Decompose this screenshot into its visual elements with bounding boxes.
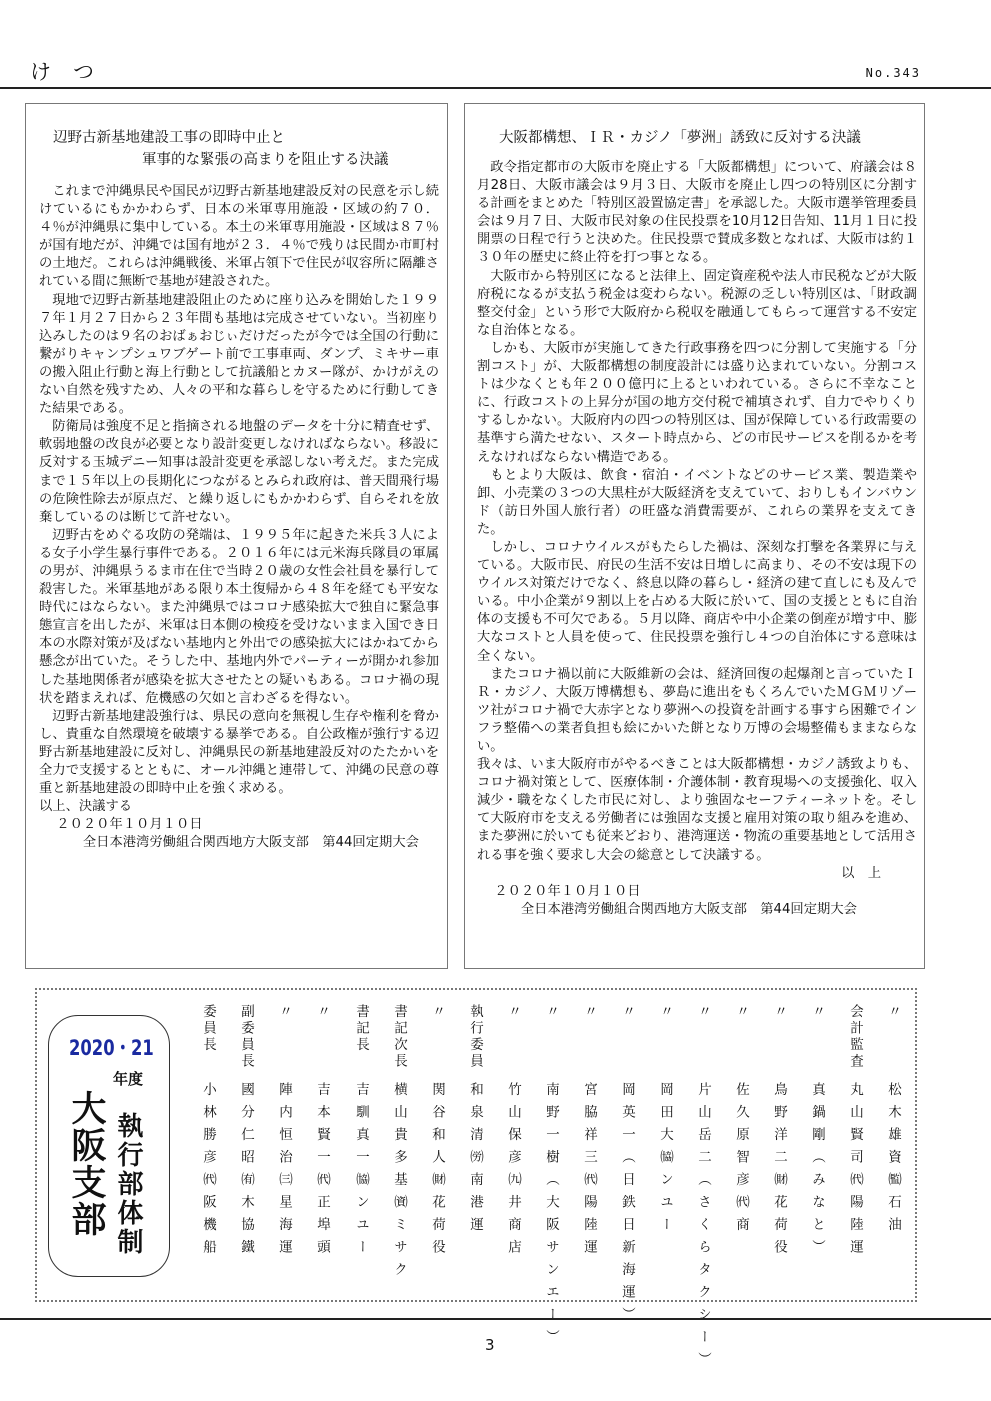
member-name: 吉本賢一㈹正埠頭	[314, 1082, 330, 1262]
henoko-paragraph: 辺野古をめぐる攻防の発端は、１９９５年に起きた米兵３人による女子小学生暴行事件である。２０１６年には元米海兵隊員の軍属の男が、沖縄県うるま市在住で当時２０歳の女性会社員を暴行して殺害した。米軍基地がある限り本土復帰から４８年を経ても平安な時代にはならない。また沖縄県ではコロナ感染拡大で独自に緊急事態宣言を出したが、米軍は日本側の検疫を受けないまま入国でき日本の水際対策が及ばない基地内と外出での感染拡大にはかねてから懸念が出ていた。そうした中、基地内外でパーティーが開かれ参加した基地関係者が感染を拡大させたとの疑いもある。コロナ禍の現状を踏まえれば、危機感の欠如と言わざるを得ない。	[39, 527, 439, 706]
member-role: 副委員長	[238, 1004, 254, 1070]
page-number: 3	[485, 1336, 495, 1354]
newsletter-name: けつ	[30, 60, 116, 84]
member-name: 真鍋剛（みなと）	[809, 1082, 825, 1262]
member-name: 陣内恒治㈢星海運	[276, 1082, 292, 1262]
osaka-paragraph: 我々は、いま大阪府市がやるべきことは大阪都構想・カジノ誘致よりも、コロナ禍対策として、医療体制・介護体制・教育現場への支援強化、収入減少・職をなくした市民に対し、より強固なセーフティーネットを。そして大阪府市を支える労働者には強固な支援と雇用対策の取り組みを進め、また夢洲に於いても従来どおり、港湾運送・物流の重要基地として活用される事を強く要求し大会の総意として決議する。	[477, 757, 917, 863]
osaka-paragraph: またコロナ禍以前に大阪維新の会は、経済回復の起爆剤と言っていたＩＲ・カジノ、大阪万博構想も、夢島に進出をもくろんでいたＭＧＭリゾーツ社がコロナ禍で大赤字となり夢洲への投資を計画する事すら困難でインフラ整備への業者負担も絵にかいた餅となり万博の会場整備もままならない。	[477, 666, 917, 754]
henoko-paragraph: 辺野古新基地建設強行は、県民の意向を無視し生存や権利を脅かし、貴重な自然環境を破壊する暴挙である。自公政権が強行する辺野古新基地建設に反対し、沖縄県民の新基地建設反対のたたかいを全力で支援するとともに、オール沖縄と連帯して、沖縄の民意の尊重と新基地建設の即時中止を強く求める。	[39, 708, 439, 797]
member-name: 片山岳二（さくらタクシー）	[695, 1082, 711, 1375]
henoko-organization: 全日本港湾労働組合関西地方大阪支部 第44回定期大会	[82, 835, 419, 851]
member-name: 佐久原智彦㈹商	[733, 1082, 749, 1240]
member-name: 関谷和人㈶花荷役	[429, 1082, 445, 1262]
member-role: 執行委員	[467, 1004, 483, 1070]
member-role: 〃	[543, 1004, 559, 1021]
member-name: 吉馴真一㈿ンユー	[353, 1082, 369, 1262]
top-rule	[0, 87, 991, 89]
osaka-paragraph: 大阪市から特別区になると法律上、固定資産税や法人市民税などが大阪府税になるが支払う税金は変わらない。税源の乏しい特別区は、「財政調整交付金」という形で大阪府から税収を融通してもらって運営する不安定な自治体となる。	[477, 268, 917, 338]
member-name: 宮脇祥三㈹陽陸運	[581, 1082, 597, 1262]
member-name: 南野一樹（大阪サンエー）	[543, 1082, 559, 1352]
member-role: 〃	[809, 1004, 825, 1021]
member-role: 委員長	[200, 1004, 216, 1054]
member-role: 〃	[276, 1004, 292, 1021]
member-name: 横山貴多基㈾ミサク	[391, 1082, 407, 1285]
bottom-rule	[0, 1318, 991, 1320]
member-name: 竹山保彦㈨井商店	[505, 1082, 521, 1262]
osaka-title: 大阪都構想、ＩＲ・カジノ「夢洲」誘致に反対する決議	[499, 130, 861, 146]
member-name: 岡田大㈿ンユー	[657, 1082, 673, 1240]
henoko-title-line1: 辺野古新基地建設工事の即時中止と	[53, 130, 285, 146]
member-name: 鳥野洋二㈶花荷役	[771, 1082, 787, 1262]
executive-badge	[48, 1015, 170, 1277]
henoko-paragraph: 防衛局は強度不足と指摘される地盤のデータを十分に精査せず、軟弱地盤の改良が必要となり設計変更しなければならない。移設に反対する玉城デニー知事は設計変更を承認しない考えだ。また完成まで１５年以上の長期化につながるとみられ政府は、普天間飛行場の危険性除去が原点だ、と繰り返しにもかかわらず、自らそれを放棄しているのは断じて許せない。	[39, 419, 439, 525]
member-role: 〃	[314, 1004, 330, 1021]
member-role: 会計監査	[847, 1004, 863, 1070]
henoko-paragraph: 現地で辺野古新基地建設阻止のために座り込みを開始した１９９７年１月２７日から２３年間も基地は完成させていない。当初座り込みしたのは９名のおばぁおじぃだけだったが今では全国の行動に繋がりキャンプシュワブゲート前で工事車両、ダンプ、ミキサー車の搬入阻止行動と海上行動として抗議船とカヌー隊が、かけがえのない自然を残すため、人々の平和な暮らしを守るために行動してきた結果である。	[39, 292, 439, 417]
member-name: 和泉清㈸南港運	[467, 1082, 483, 1240]
member-role: 〃	[619, 1004, 635, 1021]
osaka-body	[477, 159, 917, 919]
member-role: 〃	[429, 1004, 445, 1021]
badge-fiscal-year-label: 年度	[113, 1070, 144, 1088]
badge-year: 2020・21	[69, 1036, 154, 1060]
member-name: 國分仁昭㈲木協鐵	[238, 1082, 254, 1262]
osaka-organization: 全日本港湾労働組合関西地方大阪支部 第44回定期大会	[520, 901, 857, 917]
member-role: 〃	[657, 1004, 673, 1021]
henoko-body	[39, 183, 439, 852]
henoko-paragraph: これまで沖縄県民や国民が辺野古新基地建設反対の民意を示し続けているにもかかわらず、日本の米軍専用施設・区域の約７０．４％が沖縄県に集中している。本土の米軍専用施設・区域は８７％が国有地だが、沖縄では国有地が２３．４％で残りは民間か市町村の土地だ。これらは沖縄戦後、米軍占領下で住民が収容所に隔離されている間に無断で基地が建設された。	[39, 184, 439, 290]
issue-number: No.343	[865, 66, 921, 80]
henoko-date: ２０２０年１０月１０日	[56, 817, 203, 833]
member-role: 〃	[771, 1004, 787, 1021]
osaka-paragraph: しかし、コロナウイルスがもたらした禍は、深刻な打撃を各業界に与えている。大阪市民、府民の生活不安は日増しに高まり、その不安は現下のウイルス対策だけでなく、終息以降の暮らし・経済の建て直しにも及んでいる。中小企業が９割以上を占める大阪に於いて、国の支援とともに自治体の支援も不可欠である。５月以降、商店や中小企業の倒産が増す中、膨大なコストと人員を使って、住民投票を強行し４つの自治体にする意味は全くない。	[477, 539, 917, 664]
member-role: 〃	[695, 1004, 711, 1021]
henoko-resolution-box	[25, 103, 448, 969]
osaka-paragraph: しかも、大阪市が実施してきた行政事務を四つに分割して実施する「分割コスト」が、大阪都構想の制度設計には盛り込まれていない。分割コストは少なくとも年２００億円に上るといわれている。さらに不幸なことに、行政コストの上昇分が国の地方交付税で補填されず、自力でやりくりするしかない。大阪府内の四つの特別区は、国が保障している行政需要の基準すら満たせない、スタート時点から、どの市民サービスを削るかを考えなければならない構造である。	[477, 340, 917, 465]
member-role: 〃	[505, 1004, 521, 1021]
member-name: 岡英一（日鉄日新海運）	[619, 1082, 635, 1330]
badge-branch-name: 大阪支部	[66, 1090, 106, 1238]
badge-executive-title: 執行部体制	[113, 1112, 143, 1257]
osaka-paragraph: 政令指定都市の大阪市を廃止する「大阪都構想」について、府議会は８月28日、大阪市議会は９月３日、大阪市を廃止し四つの特別区に分割する計画をまとめた「特別区設置協定書」を承認した。大阪市選挙管理委員会は９月７日、大阪市民対象の住民投票を10月12日告知、11月１日に投開票の日程で行うと決めた。住民投票で賛成多数となれば、大阪市は約１３０年の歴史に終止符を打つ事となる。	[477, 160, 917, 266]
member-name: 丸山賢司㈹陽陸運	[847, 1082, 863, 1262]
member-role: 〃	[581, 1004, 597, 1021]
osaka-paragraph: もとより大阪は、飲食・宿泊・イベントなどのサービス業、製造業や卸、小売業の３つの大黒柱が大阪経済を支えていて、おりしもインバウンド（訪日外国人旅行者）の旺盛な消費需要が、これらの業界を支えてきた。	[477, 467, 917, 537]
henoko-closing: 以上、決議する	[39, 799, 133, 815]
member-name: 松木雄資㈼石油	[885, 1082, 901, 1240]
member-role: 〃	[885, 1004, 901, 1021]
henoko-title-line2: 軍事的な緊張の高まりを阻止する決議	[142, 152, 389, 168]
member-role: 書記長	[353, 1004, 369, 1054]
osaka-resolution-box	[464, 103, 925, 969]
osaka-closing: 以 上	[841, 865, 881, 881]
osaka-date: ２０２０年１０月１０日	[494, 883, 641, 899]
member-role: 〃	[733, 1004, 749, 1021]
member-name: 小林勝彦㈹阪機船	[200, 1082, 216, 1262]
member-role: 書記次長	[391, 1004, 407, 1070]
